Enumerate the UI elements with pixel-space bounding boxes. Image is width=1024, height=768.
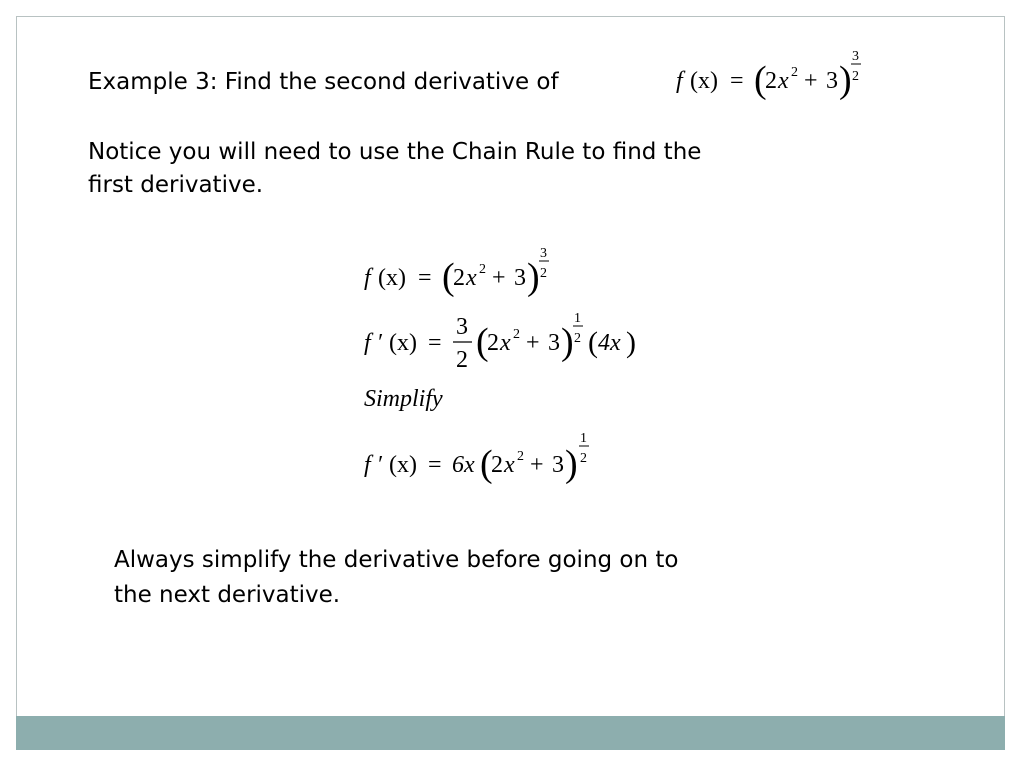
equation-2 bbox=[358, 304, 648, 380]
exp-denominator: 2 bbox=[852, 69, 859, 84]
exp-numerator: 1 bbox=[574, 311, 581, 326]
func-arg: (x) bbox=[389, 330, 417, 356]
var-x: x bbox=[466, 265, 477, 291]
func-arg: (x) bbox=[378, 265, 406, 291]
square-exp: 2 bbox=[791, 65, 798, 80]
coef-two: 2 bbox=[453, 265, 465, 291]
var-x: x bbox=[504, 452, 515, 478]
coef-two: 2 bbox=[487, 330, 499, 356]
func-f: f bbox=[364, 265, 371, 291]
right-paren: ) bbox=[839, 59, 852, 101]
notice-line-1: Notice you will need to use the Chain Rule to find the bbox=[88, 139, 702, 165]
var-x: x bbox=[500, 330, 511, 356]
func-fprime: f ′ bbox=[364, 330, 382, 356]
const-three: 3 bbox=[514, 265, 526, 291]
coef-denominator: 2 bbox=[456, 347, 468, 373]
right-paren: ) bbox=[561, 321, 574, 363]
right-paren: ) bbox=[527, 256, 540, 298]
const-three: 3 bbox=[548, 330, 560, 356]
term-four-x: 4x bbox=[598, 330, 621, 356]
exp-denominator: 2 bbox=[540, 266, 547, 281]
exp-numerator: 3 bbox=[852, 49, 859, 64]
exp-denominator: 2 bbox=[580, 451, 587, 466]
equals-sign: = bbox=[730, 68, 744, 94]
right-paren: ) bbox=[565, 443, 578, 485]
term-six-x: 6x bbox=[452, 452, 475, 478]
coef-numerator: 3 bbox=[456, 314, 468, 340]
equals-sign: = bbox=[418, 265, 432, 291]
func-arg: (x) bbox=[690, 68, 718, 94]
square-exp: 2 bbox=[513, 327, 520, 342]
equation-1 bbox=[358, 240, 578, 300]
square-exp: 2 bbox=[479, 262, 486, 277]
var-x: x bbox=[778, 68, 789, 94]
left-paren: ( bbox=[442, 256, 455, 298]
coef-two: 2 bbox=[491, 452, 503, 478]
advice-line-1: Always simplify the derivative before going on to bbox=[114, 547, 679, 573]
plus-sign: + bbox=[492, 265, 506, 291]
equation-3 bbox=[358, 426, 608, 486]
left-paren-2: ( bbox=[588, 326, 598, 359]
plus-sign: + bbox=[804, 68, 818, 94]
plus-sign: + bbox=[526, 330, 540, 356]
heading-equation bbox=[670, 44, 870, 102]
equals-sign: = bbox=[428, 452, 442, 478]
func-arg: (x) bbox=[389, 452, 417, 478]
slide-frame bbox=[16, 16, 1005, 750]
func-f: f bbox=[676, 68, 683, 94]
exp-numerator: 1 bbox=[580, 431, 587, 446]
const-three: 3 bbox=[826, 68, 838, 94]
exp-denominator: 2 bbox=[574, 331, 581, 346]
square-exp: 2 bbox=[517, 449, 524, 464]
exp-numerator: 3 bbox=[540, 246, 547, 261]
left-paren: ( bbox=[754, 59, 767, 101]
func-fprime: f ′ bbox=[364, 452, 382, 478]
coef-two: 2 bbox=[765, 68, 777, 94]
example-heading: Example 3: Find the second derivative of bbox=[88, 69, 559, 95]
const-three: 3 bbox=[552, 452, 564, 478]
advice-line-2: the next derivative. bbox=[114, 582, 341, 608]
right-paren-2: ) bbox=[626, 326, 636, 359]
left-paren: ( bbox=[480, 443, 493, 485]
equals-sign: = bbox=[428, 330, 442, 356]
left-paren: ( bbox=[476, 321, 489, 363]
footer-bar bbox=[16, 716, 1005, 750]
simplify-label: Simplify bbox=[364, 386, 443, 412]
notice-line-2: first derivative. bbox=[88, 172, 264, 198]
plus-sign: + bbox=[530, 452, 544, 478]
